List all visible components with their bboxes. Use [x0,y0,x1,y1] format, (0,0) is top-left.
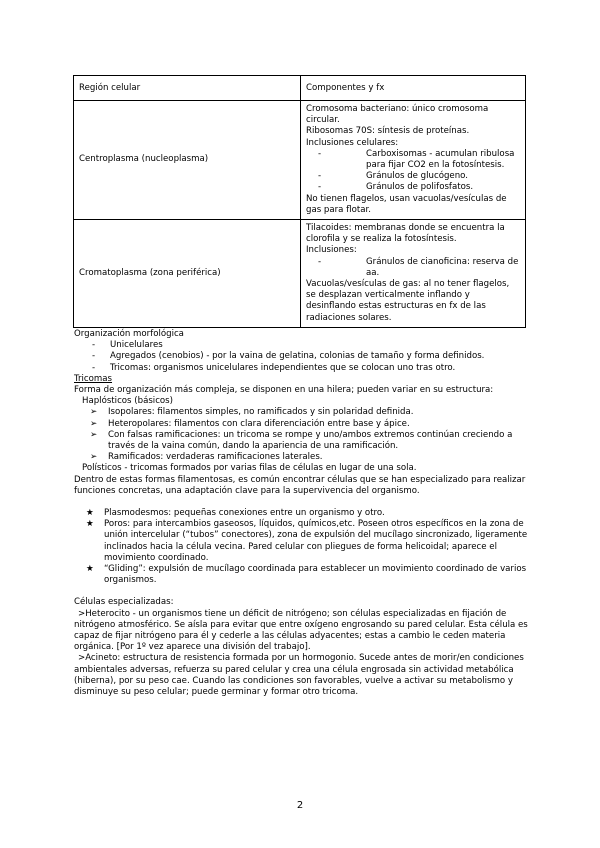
section-title-tricomas: Tricomas [74,373,113,384]
component-subline: - Gránulos de polifosfatos. [318,182,474,193]
section-title-organizacion: Organización morfológica [74,329,184,339]
header-region: Región celular [74,76,301,101]
component-subline: - Carboxisomas - acumulan ribulosa para fijar CO2 en la fotosíntesis. [318,148,515,171]
table-row [74,220,526,328]
arrow-bullet-icon: ➢ [90,407,98,418]
paragraph-acineto: >Acineto: estructura de resistencia formada por un hormogonio. Sucede antes de morir/en condiciones ambientales adversas, refuerza su pared celular y crea una célula engrosada sin actividad metabólica (hiberna), por su peso cae. Cuando las condiciones son favorables, vuelve a activar su metabolismo y disminuye su peso celular; puede germinar y formar otro tricoma. [74,653,524,698]
region-cell: Centroplasma (nucleoplasma) [74,101,301,220]
arrow-bullet-icon: ➢ [90,418,98,429]
arrow-bullet-icon: ➢ [90,429,98,440]
tricomas-intro: Forma de organización más compleja, se disponen en una hilera; pueden variar en su estructura: [74,385,494,396]
component-line: No tienen flagelos, usan vacuolas/vesículas de gas para flotar. [306,193,507,215]
list-item: ➢ Heteropolares: filamentos con clara diferenciación entre base y ápice. [90,418,410,429]
components-cell [301,101,526,220]
paragraph-heterocito: >Heterocito - un organismos tiene un déficit de nitrógeno; son células especializadas en fijación de nitrógeno atmosférico. Se aísla para evitar que entre oxígeno engrosando su pared celular. Esta célula es capaz de fijar nitrógeno para él y cederle a las células adyacentes; estas a cambio le ceden materia orgánica. [Por 1º vez aparece una división del trabajo]. [74,608,528,653]
list-item: ➢ Isopolares: filamentos simples, no ramificados y sin polaridad definida. [90,407,414,418]
component-line: Vacuolas/vesículas de gas: al no tener flagelos, se desplazan verticalmente inflando y desinflando estas estructuras en fx de las radiaciones solares. [306,279,510,323]
list-item: ★ “Gliding”: expulsión de mucílago coordinada para establecer un movimiento coordinado de varios organismos. [86,564,527,586]
list-item: ➢ Con falsas ramificaciones: un tricoma se rompe y uno/ambos extremos continúan creciendo a través de la vaina común, dando la apariencia de una ramificación. [90,429,513,452]
list-item: - Unicelulares [92,340,163,351]
table-row [74,101,526,220]
polisticos-line: Polísticos - tricomas formados por varias filas de células en lugar de una sola. [82,463,417,474]
arrow-bullet-icon: ➢ [90,452,98,463]
list-item: ➢ Ramificados: verdaderas ramificaciones laterales. [90,452,323,463]
component-line: Inclusiones: [306,245,357,256]
body-text [74,329,530,698]
component-line: Inclusiones celulares: [306,137,399,148]
list-item: ★ Plasmodesmos: pequeñas conexiones entre un organismo y otro. [86,508,385,519]
list-item: - Tricomas: organismos unicelulares independientes que se colocan uno tras otro. [92,362,456,373]
region-cell: Cromatoplasma (zona periférica) [74,220,301,328]
star-bullet-icon: ★ [86,508,94,519]
list-item: - Agregados (cenobios) - por la vaina de gelatina, colonias de tamaño y forma definidos. [92,351,485,362]
header-components: Componentes y fx [301,76,526,101]
component-line: Ribosomas 70S: síntesis de proteínas. [306,126,470,137]
list-item: ★ Poros: para intercambios gaseosos, líquidos, químicos,etc. Poseen otros específicos en la zona de unión intercelular (“tubos” conectores), zona de expulsión del mucílago sincronizado, ligeramente inclinados hacia la célula vecina. Pared celular con pliegues de forma helicoidal; aparece el movimiento coordinado. [86,519,528,563]
cell-regions-table [73,75,526,328]
section-title-especializadas: Células especializadas: [74,597,174,608]
haplosticos-heading: Haplósticos (básicos) [82,396,174,407]
component-line: Tilacoides: membranas donde se encuentra la clorofila y se realiza la fotosíntesis. [306,223,505,245]
component-subline: - Gránulos de cianoficina: reserva de aa. [318,256,519,278]
paragraph: Dentro de estas formas filamentosas, es común encontrar células que se han especializado para realizar funciones concretas, una adaptación clave para la supervivencia del organismo. [74,474,526,496]
star-bullet-icon: ★ [86,564,94,575]
table-header-row [74,76,526,101]
component-line: Cromosoma bacteriano: único cromosoma circular. [306,104,489,126]
star-bullet-icon: ★ [86,519,94,530]
components-cell [301,220,526,328]
component-subline: - Gránulos de glucógeno. [318,171,468,182]
page-number: 2 [296,800,304,811]
